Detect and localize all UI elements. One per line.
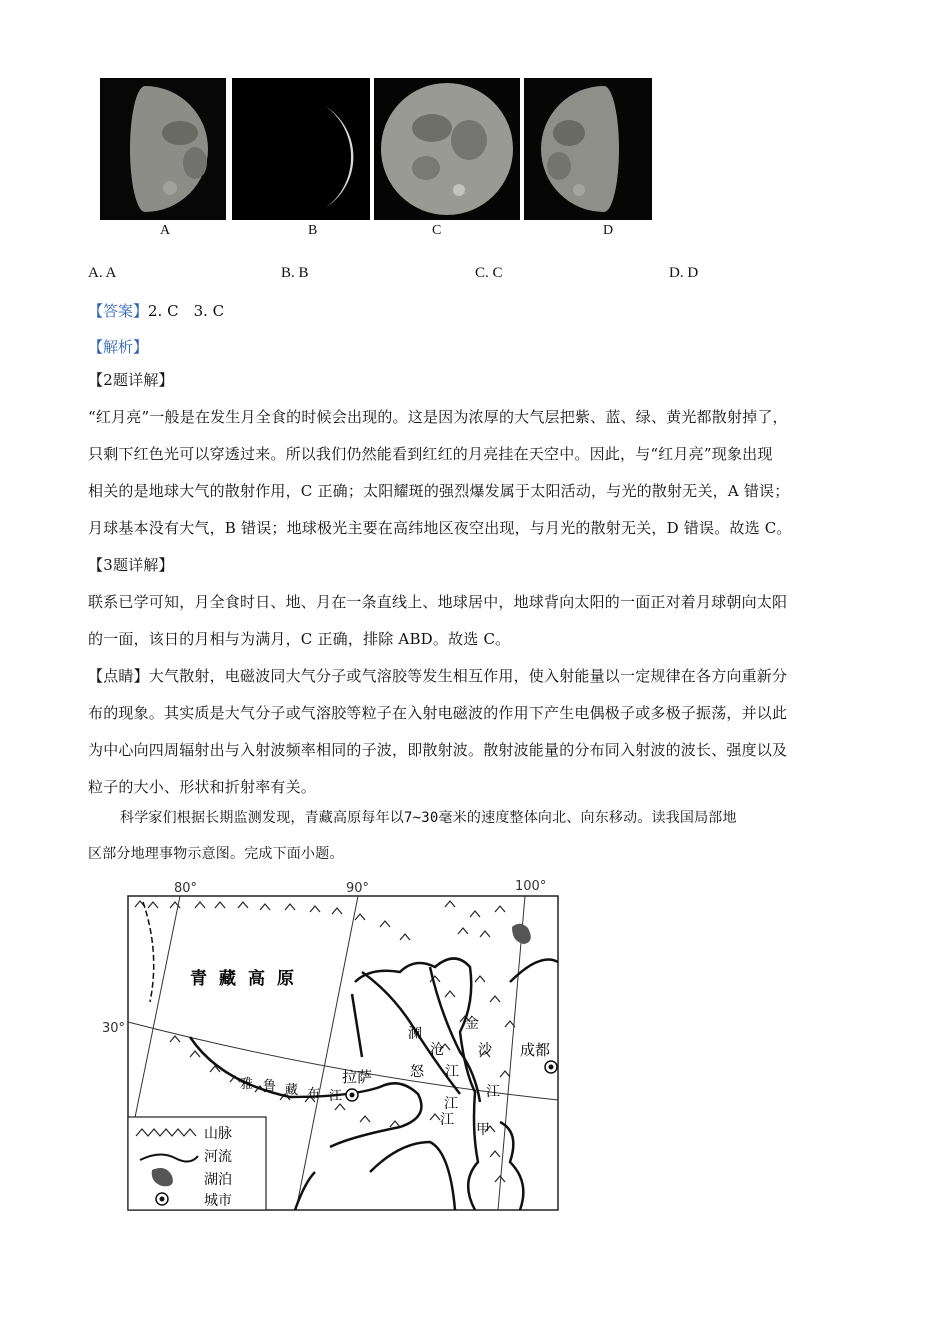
q2-line: 只剩下红色光可以穿透过来。所以我们仍然能看到红红的月亮挂在天空中。因此，与“红月亮”现象出现 (88, 445, 773, 463)
river-char: 藏 (285, 1083, 299, 1098)
q3-heading: 【3题详解】 (88, 556, 174, 574)
moon-image-d (524, 78, 652, 220)
answer-line (88, 300, 224, 321)
q2-section (88, 362, 868, 806)
legend-lake: 湖泊 (204, 1172, 232, 1188)
river-char: 江 (440, 1112, 454, 1128)
tip-line: 为中心向四周辐射出与入射波频率相同的子波，即散射波。散射波能量的分布同入射波的波长、强度以及 (88, 741, 788, 759)
tip-line: 布的现象。其实质是大气分子或气溶胶等粒子在入射电磁波的作用下产生电偶极子或多极子振荡，并以此 (88, 704, 788, 722)
moon-label-a: A (160, 223, 171, 238)
moon-label-c: C (432, 223, 442, 238)
lon-100: 100° (515, 879, 547, 894)
tip-line: 粒子的大小、形状和折射率有关。 (88, 778, 317, 796)
answer-text: 2. C 3. C (148, 302, 225, 320)
tip-line: 【点睛】大气散射，电磁波同大气分子或气溶胶等发生相互作用，使入射能量以一定规律在各方向重新分 (88, 667, 788, 685)
moon-image-c (374, 78, 520, 220)
river-char: 沙 (478, 1042, 492, 1058)
answer-tag: 【答案】 (88, 302, 149, 320)
river-char: 澜 (408, 1026, 422, 1042)
lon-90: 90° (346, 881, 370, 896)
moon-label-d: D (603, 223, 614, 238)
geography-map (100, 872, 570, 1217)
river-char: 鲁 (263, 1079, 277, 1094)
river-char: 金 (465, 1016, 479, 1032)
legend-river: 河流 (204, 1149, 232, 1165)
q2-heading: 【2题详解】 (88, 371, 174, 389)
choice-d[interactable]: D. D (669, 265, 699, 281)
q3-line: 联系已学可知，月全食时日、地、月在一条直线上、地球居中，地球背向太阳的一面正对着月球朝向太阳 (88, 593, 788, 611)
river-char: 怒 (410, 1064, 424, 1080)
moon-image-a (100, 78, 226, 220)
lon-80: 80° (174, 881, 198, 896)
river-char: 江 (486, 1084, 500, 1100)
lat-30: 30° (102, 1021, 126, 1036)
city-chengdu: 成都 (520, 1041, 551, 1059)
legend-city: 城市 (204, 1193, 232, 1209)
q2-line: “红月亮”一般是在发生月全食的时候会出现的。这是因为浓厚的大气层把紫、蓝、绿、黄光都散射掉了， (88, 408, 788, 426)
passage-line: 区部分地理事物示意图。完成下面小题。 (88, 846, 344, 862)
q2-line: 相关的是地球大气的散射作用，C 正确；太阳耀斑的强烈爆发属于太阳活动，与光的散射无关，A 错误； (88, 482, 790, 500)
passage-line: 科学家们根据长期监测发现，青藏高原每年以7~30毫米的速度整体向北、向东移动。读我国局部地 (120, 810, 737, 826)
point-jia: 甲 (476, 1122, 490, 1138)
river-char: 江 (444, 1096, 458, 1112)
region-label: 青藏高原 (190, 969, 306, 989)
choice-a[interactable]: A. A (88, 265, 117, 281)
moon-image-b (232, 78, 370, 220)
river-char: 江 (329, 1089, 343, 1104)
moon-label-b: B (308, 223, 318, 238)
river-char: 江 (445, 1064, 459, 1080)
choice-c[interactable]: C. C (475, 265, 503, 281)
city-lhasa: 拉萨 (342, 1068, 373, 1086)
choice-b[interactable]: B. B (281, 265, 309, 281)
analysis-tag: 【解析】 (88, 338, 149, 356)
q2-line: 月球基本没有大气，B 错误；地球极光主要在高纬地区夜空出现，与月光的散射无关，D 错误。故选 C。 (88, 519, 792, 537)
river-char: 沧 (430, 1042, 444, 1058)
river-char: 布 (307, 1087, 321, 1102)
legend-mountain: 山脉 (204, 1126, 232, 1142)
river-char: 雅 (240, 1077, 254, 1092)
q3-line: 的一面，该日的月相与为满月，C 正确，排除 ABD。故选 C。 (88, 630, 511, 648)
passage (88, 800, 868, 872)
